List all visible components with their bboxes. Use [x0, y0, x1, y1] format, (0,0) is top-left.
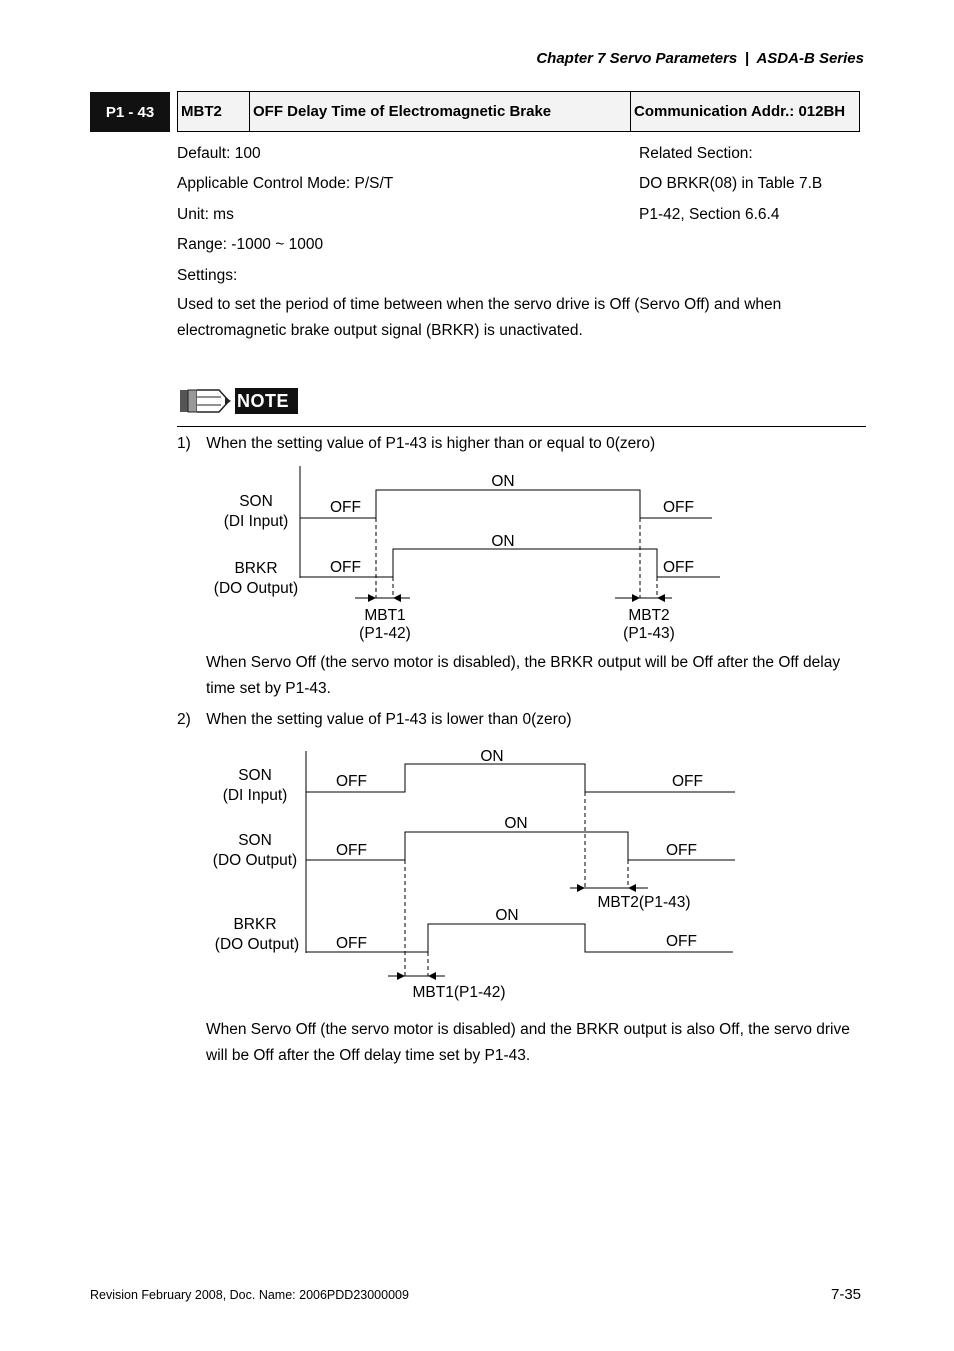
svg-text:(P1-43): (P1-43): [623, 625, 675, 642]
svg-text:MBT1(P1-42): MBT1(P1-42): [412, 984, 506, 1001]
svg-text:SON: SON: [238, 767, 272, 784]
related-section-item: P1-42, Section 6.6.4: [639, 206, 780, 223]
svg-text:MBT2: MBT2: [628, 607, 670, 624]
default-value: Default: 100: [177, 145, 261, 162]
svg-text:(DI Input): (DI Input): [223, 513, 289, 530]
note-description-1: When Servo Off (the servo motor is disabled), the BRKR output will be Off after the Off delay time set by P1-43.: [206, 654, 841, 697]
note-description-2: When Servo Off (the servo motor is disabled) and the BRKR output is also Off, the servo drive will be Off after the Off delay time set by P1-43.: [206, 1021, 850, 1064]
control-mode: Applicable Control Mode: P/S/T: [177, 175, 394, 192]
svg-text:OFF: OFF: [336, 842, 367, 859]
svg-text:MBT1: MBT1: [364, 607, 406, 624]
note-divider: [177, 426, 866, 427]
parameter-abbr: MBT2: [178, 92, 250, 131]
svg-text:OFF: OFF: [336, 773, 367, 790]
svg-text:(DO Output): (DO Output): [214, 936, 300, 953]
chapter-header: Chapter 7 Servo Parameters | ASDA-B Series: [536, 50, 864, 67]
svg-text:OFF: OFF: [663, 559, 694, 576]
related-section-label: Related Section:: [639, 145, 753, 162]
related-section-item: DO BRKR(08) in Table 7.B: [639, 175, 823, 192]
svg-text:OFF: OFF: [666, 842, 697, 859]
comm-address: Communication Addr.: 012BH: [634, 103, 846, 120]
svg-text:BRKR: BRKR: [233, 916, 277, 933]
svg-text:ON: ON: [504, 815, 528, 832]
settings-label: Settings:: [177, 267, 238, 284]
note-header: [179, 388, 299, 421]
note-label: NOTE: [237, 391, 290, 411]
svg-text:OFF: OFF: [663, 499, 694, 516]
svg-text:OFF: OFF: [330, 559, 361, 576]
svg-text:(DO Output): (DO Output): [212, 852, 298, 869]
svg-text:ON: ON: [491, 533, 515, 550]
svg-text:ON: ON: [491, 473, 515, 490]
svg-text:MBT2(P1-43): MBT2(P1-43): [597, 894, 691, 911]
parameter-code: P1 - 43: [90, 92, 170, 132]
svg-text:(P1-42): (P1-42): [359, 625, 411, 642]
svg-text:OFF: OFF: [336, 935, 367, 952]
svg-text:OFF: OFF: [666, 933, 697, 950]
unit: Unit: ms: [177, 206, 234, 223]
svg-text:OFF: OFF: [672, 773, 703, 790]
page-number: 7-35: [831, 1286, 862, 1303]
note-item-2: 2) When the setting value of P1-43 is lower than 0(zero): [177, 711, 572, 728]
svg-text:ON: ON: [495, 907, 519, 924]
svg-text:(DO Output): (DO Output): [213, 580, 299, 597]
svg-text:(DI Input): (DI Input): [222, 787, 288, 804]
settings-description: Used to set the period of time between when the servo drive is Off (Servo Off) and when electromagnetic brake output signal (BRKR) is unactivated.: [177, 296, 782, 339]
note-item-1: 1) When the setting value of P1-43 is higher than or equal to 0(zero): [177, 435, 656, 452]
timing-diagram-1: [200, 460, 730, 650]
parameter-name: OFF Delay Time of Electromagnetic Brake: [250, 92, 631, 131]
svg-text:SON: SON: [238, 832, 272, 849]
svg-text:SON: SON: [239, 493, 273, 510]
svg-text:ON: ON: [480, 748, 504, 765]
footer-revision: Revision February 2008, Doc. Name: 2006PDD23000009: [90, 1288, 409, 1302]
parameter-table: [177, 91, 860, 132]
timing-diagram-2: [200, 740, 750, 1010]
svg-text:OFF: OFF: [330, 499, 361, 516]
svg-text:BRKR: BRKR: [234, 560, 278, 577]
range: Range: -1000 ~ 1000: [177, 236, 324, 253]
